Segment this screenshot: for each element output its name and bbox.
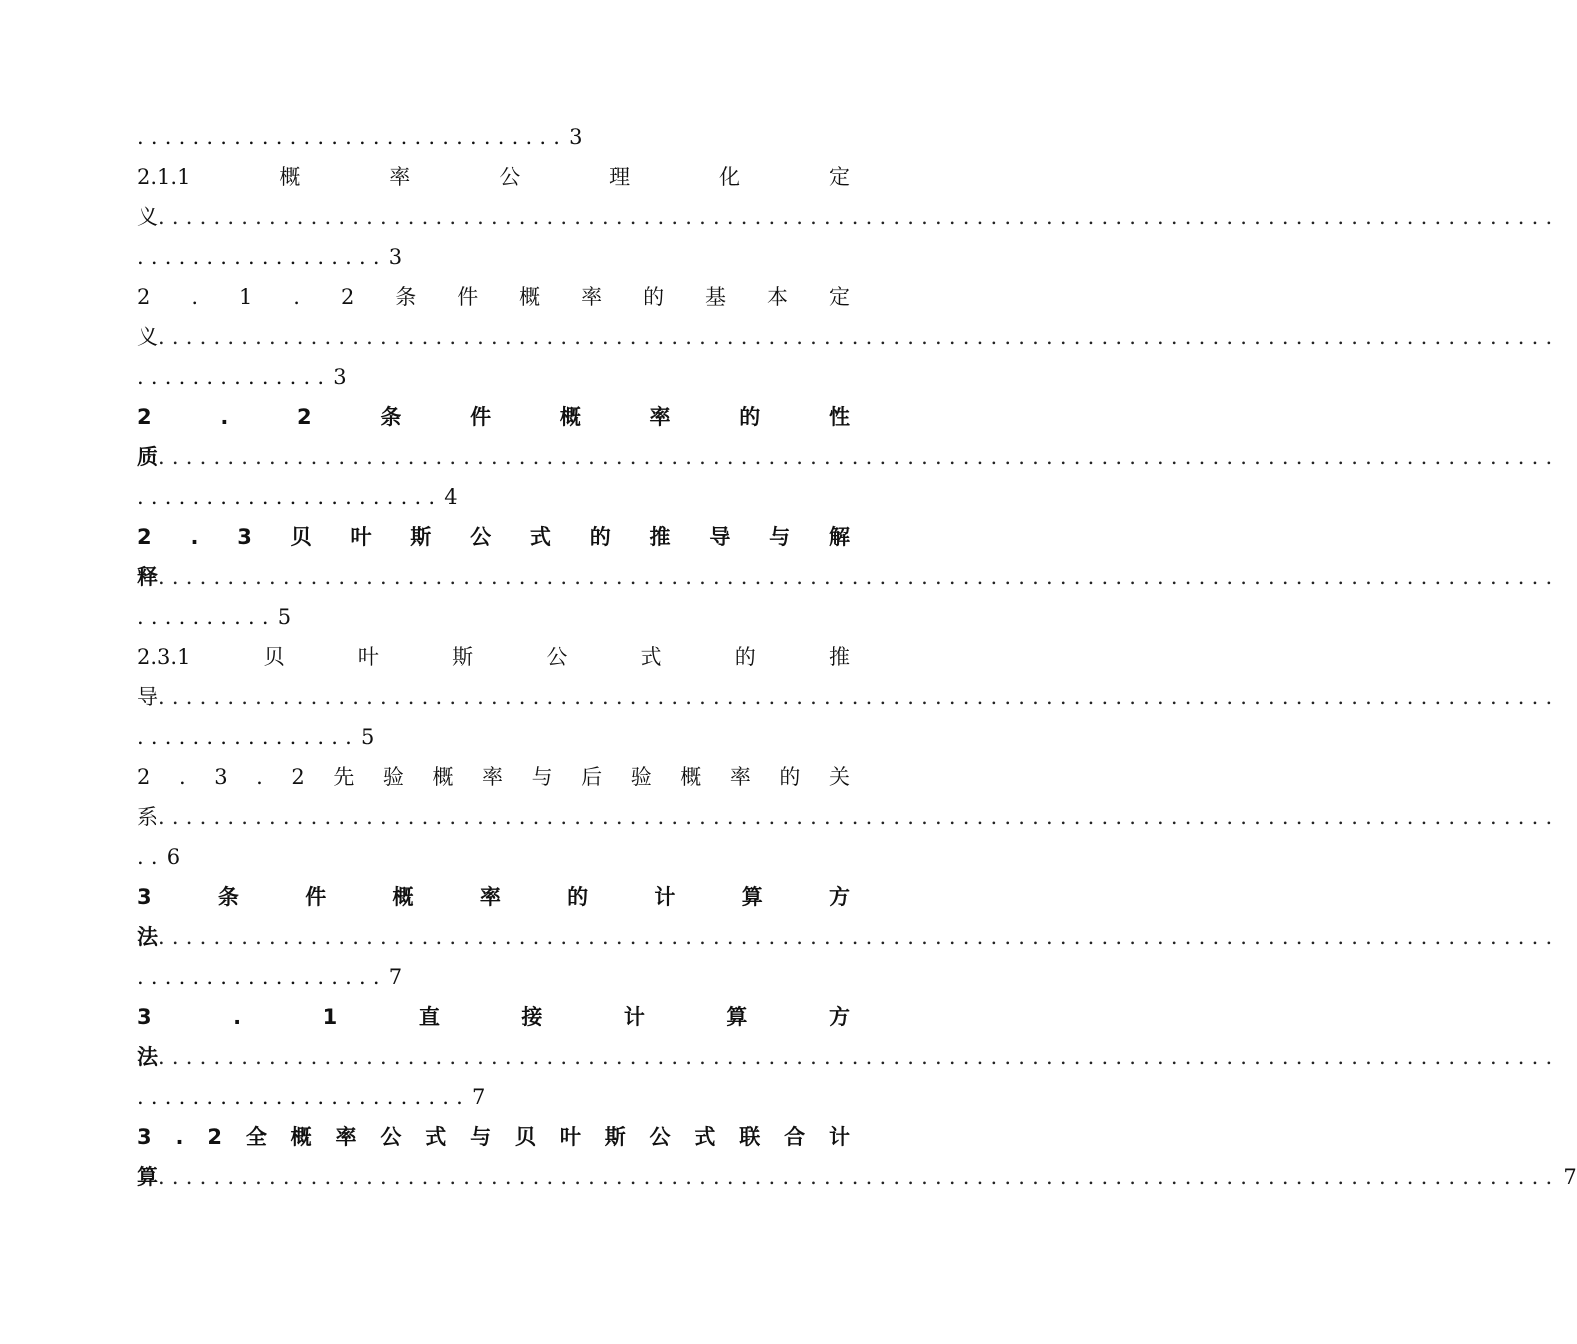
toc-page-number: 3: [388, 245, 403, 269]
toc-heading-char: 贝: [290, 525, 312, 549]
toc-heading-char: 叶: [559, 1125, 581, 1149]
toc-leader-dots: .....................................................................................................: [158, 1165, 1560, 1189]
toc-heading-char: 2.3.1: [137, 645, 191, 669]
toc-heading-char: 式: [529, 525, 551, 549]
toc-heading-char: 贝: [514, 1125, 536, 1149]
toc-page-number: 5: [277, 605, 292, 629]
toc-heading-char: 率: [581, 285, 603, 309]
toc-heading-char: .: [190, 525, 199, 549]
toc-heading-char: 叶: [350, 525, 372, 549]
toc-leader-dots: ..................: [137, 965, 387, 989]
toc-leader-dots: .....................................................................................................: [158, 805, 1560, 829]
toc-heading-char: 概: [290, 1125, 312, 1149]
toc-heading-char: 3: [137, 1005, 152, 1029]
toc-heading-char: .: [191, 285, 199, 309]
toc-heading-char: 与: [470, 1125, 492, 1149]
toc-entry-2-3-2-tail: [137, 837, 850, 877]
toc-entry-2-1-2-tail: [137, 357, 850, 397]
toc-heading-char: 概: [392, 885, 414, 909]
toc-heading-char: 概: [680, 765, 702, 789]
toc-entry-2-2-leader: [137, 437, 1560, 477]
toc-heading-char: 化: [719, 165, 741, 189]
toc-leader-dots: .....................................................................................................: [158, 325, 1560, 349]
toc-entry-2-3-1-leader: [137, 677, 1560, 717]
toc-heading-char: 接: [521, 1005, 543, 1029]
toc-entry-3-tail: [137, 957, 850, 997]
toc-heading-char: 定: [828, 285, 850, 309]
toc-heading-char: 的: [779, 765, 801, 789]
toc-heading-char: 1: [322, 1005, 338, 1029]
toc-heading-char: 全: [245, 1125, 267, 1149]
toc-heading-char: 2: [291, 765, 305, 789]
toc-heading-char: 的: [739, 405, 761, 429]
toc-leader-dots: ..........: [137, 605, 276, 629]
toc-heading-char: 的: [589, 525, 611, 549]
toc-entry-2-3-1-tail: [137, 717, 850, 757]
toc-entry-2-2[interactable]: [137, 397, 850, 437]
toc-heading-char: 算: [137, 1165, 158, 1189]
toc-heading-char: 式: [640, 645, 662, 669]
toc-heading-char: .: [233, 1005, 242, 1029]
toc-heading-char: 公: [499, 165, 521, 189]
toc-heading-char: 导: [709, 525, 731, 549]
toc-heading-char: 条: [395, 285, 417, 309]
toc-heading-char: 斯: [410, 525, 432, 549]
toc-heading-char: 先: [333, 765, 355, 789]
toc-entry-continuation: [137, 117, 850, 157]
toc-heading-char: 与: [531, 765, 553, 789]
toc-heading-char: 概: [559, 405, 581, 429]
toc-heading-char: 斯: [452, 645, 474, 669]
toc-heading-char: 率: [335, 1125, 357, 1149]
toc-heading-char: 方: [828, 1005, 850, 1029]
toc-heading-char: 验: [382, 765, 404, 789]
toc-leader-dots: .....................................................................................................: [158, 685, 1560, 709]
toc-heading-char: .: [175, 1125, 184, 1149]
toc-entry-3-2[interactable]: [137, 1117, 850, 1157]
toc-heading-char: 合: [784, 1125, 806, 1149]
toc-heading-char: 概: [519, 285, 541, 309]
toc-leader-dots: .....................................................................................................: [158, 205, 1560, 229]
toc-heading-char: 法: [137, 1045, 158, 1069]
toc-heading-char: 率: [482, 765, 503, 789]
toc-heading-char: 性: [828, 405, 850, 429]
toc-heading-char: 计: [828, 1125, 850, 1149]
toc-entry-2-3-2-leader: [137, 797, 1560, 837]
toc-heading-char: 件: [470, 405, 492, 429]
toc-heading-char: .: [220, 405, 229, 429]
toc-heading-char: 算: [726, 1005, 748, 1029]
toc-heading-char: 义: [137, 325, 158, 349]
toc-heading-char: 推: [649, 525, 671, 549]
toc-entry-2-1-1-leader: [137, 197, 1560, 237]
toc-heading-char: 基: [705, 285, 727, 309]
toc-heading-char: 公: [546, 645, 568, 669]
toc-heading-char: 2: [137, 765, 151, 789]
toc-heading-char: 式: [425, 1125, 447, 1149]
toc-heading-char: 3: [214, 765, 228, 789]
toc-heading-char: 公: [470, 525, 492, 549]
toc-heading-char: 率: [479, 885, 501, 909]
toc-leader-dots: ................: [137, 725, 360, 749]
toc-heading-char: 公: [649, 1125, 671, 1149]
toc-heading-char: 叶: [357, 645, 379, 669]
toc-heading-char: 率: [649, 405, 671, 429]
toc-entry-2-3-tail: [137, 597, 850, 637]
toc-heading-char: 2: [137, 405, 152, 429]
toc-page-number: 5: [361, 725, 375, 749]
toc-heading-char: 率: [729, 765, 751, 789]
toc-page-number: 7: [472, 1085, 486, 1109]
toc-leader-dots: ........................: [137, 1085, 471, 1109]
toc-heading-char: 算: [741, 885, 763, 909]
toc-entry-3-leader: [137, 917, 1560, 957]
toc-entry-2-3-1[interactable]: [137, 637, 850, 677]
toc-heading-char: 的: [567, 885, 589, 909]
toc-page-number: 3: [333, 365, 347, 389]
toc-heading-char: 定: [828, 165, 850, 189]
toc-heading-char: 概: [432, 765, 454, 789]
toc-entry-2-1-2[interactable]: [137, 277, 850, 317]
toc-page-number: 6: [166, 845, 181, 869]
toc-heading-char: 2: [207, 1125, 222, 1149]
toc-leader-dots: .....................................................................................................: [158, 565, 1560, 589]
toc-page-number: 3: [569, 125, 583, 149]
toc-leader-dots: .....................................................................................................: [158, 445, 1560, 469]
toc-heading-char: 率: [389, 165, 411, 189]
toc-heading-char: 斯: [604, 1125, 626, 1149]
toc-heading-char: 公: [380, 1125, 402, 1149]
toc-heading-char: 的: [643, 285, 665, 309]
toc-heading-char: 与: [769, 525, 791, 549]
toc-heading-char: 3: [237, 525, 252, 549]
toc-heading-char: 义: [137, 205, 158, 229]
toc-heading-char: 解: [828, 525, 850, 549]
toc-heading-char: 的: [734, 645, 756, 669]
toc-heading-char: 验: [630, 765, 652, 789]
toc-heading-char: 直: [418, 1005, 440, 1029]
toc-leader-dots: ......................: [137, 485, 443, 509]
toc-heading-char: 计: [623, 1005, 645, 1029]
toc-leader-dots: ...............................: [137, 125, 568, 149]
toc-heading-char: 方: [829, 885, 850, 909]
toc-heading-char: .: [178, 765, 186, 789]
toc-heading-char: 1: [238, 285, 253, 309]
toc-entry-2-3-leader: [137, 557, 1560, 597]
toc-entry-3-1-tail: [137, 1077, 850, 1117]
toc-heading-char: 质: [137, 445, 158, 469]
toc-heading-char: 2.1.1: [137, 165, 191, 189]
toc-entry-2-3[interactable]: [137, 517, 850, 557]
toc-heading-char: 导: [137, 685, 158, 709]
toc-entry-3-1[interactable]: [137, 997, 850, 1037]
toc-entry-2-1-1-tail: [137, 237, 850, 277]
toc-entry-2-1-1[interactable]: [137, 157, 850, 197]
toc-heading-char: 3: [137, 885, 152, 909]
toc-heading-char: 后: [581, 765, 603, 789]
toc-heading-char: 系: [137, 805, 158, 829]
toc-entry-2-1-2-leader: [137, 317, 1560, 357]
toc-heading-char: 联: [739, 1125, 761, 1149]
toc-heading-char: 式: [694, 1125, 716, 1149]
toc-heading-char: 关: [828, 765, 850, 789]
toc-page-number: 7: [388, 965, 403, 989]
toc-page-number: 7: [1563, 1165, 1577, 1189]
toc-entry-3-2-leader: [137, 1157, 1577, 1197]
toc-entry-3[interactable]: [137, 877, 850, 917]
toc-leader-dots: .....................................................................................................: [158, 925, 1560, 949]
toc-heading-char: 本: [766, 285, 788, 309]
toc-heading-char: 释: [137, 565, 158, 589]
toc-leader-dots: ..................: [137, 245, 387, 269]
toc-leader-dots: ..: [137, 845, 165, 869]
toc-heading-char: .: [293, 285, 300, 309]
toc-heading-char: 2: [137, 525, 152, 549]
toc-entry-3-1-leader: [137, 1037, 1560, 1077]
toc-heading-char: 条: [380, 405, 402, 429]
toc-leader-dots: .....................................................................................................: [158, 1045, 1560, 1069]
toc-heading-char: .: [256, 765, 263, 789]
toc-page-number: 4: [444, 485, 458, 509]
toc-heading-char: 2: [340, 285, 355, 309]
toc-heading-char: 理: [609, 165, 631, 189]
toc-heading-char: 件: [305, 885, 327, 909]
toc-heading-char: 3: [137, 1125, 152, 1149]
toc-heading-char: 件: [457, 285, 479, 309]
toc-heading-char: 推: [828, 645, 850, 669]
toc-entry-2-3-2[interactable]: [137, 757, 850, 797]
toc-heading-char: 法: [137, 925, 158, 949]
toc-heading-char: 概: [279, 165, 301, 189]
toc-heading-char: 贝: [263, 645, 285, 669]
toc-heading-char: 2: [297, 405, 312, 429]
toc-heading-char: 条: [217, 885, 239, 909]
toc-heading-char: 2: [137, 285, 151, 309]
toc-entry-2-2-tail: [137, 477, 850, 517]
toc-leader-dots: ..............: [137, 365, 332, 389]
toc-heading-char: 计: [654, 885, 676, 909]
